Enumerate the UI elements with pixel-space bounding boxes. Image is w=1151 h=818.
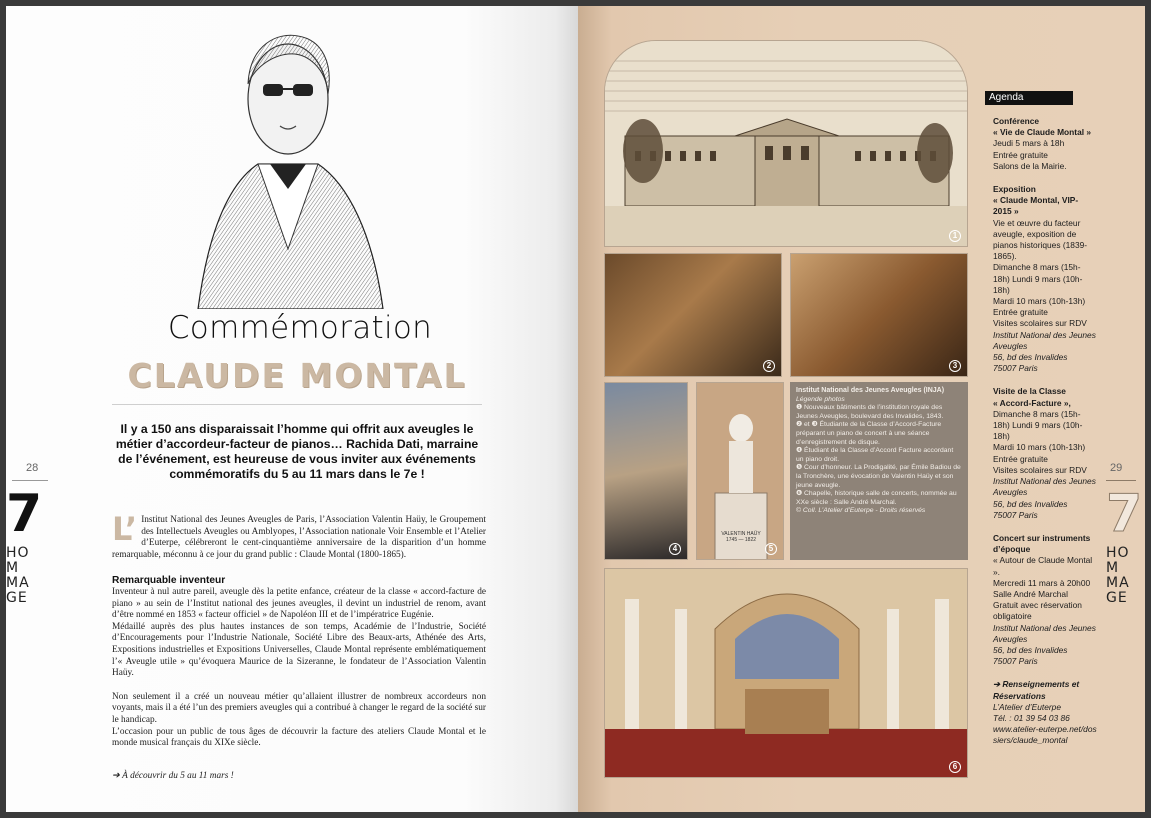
agenda-venue: 75007 Paris bbox=[993, 363, 1038, 374]
body-paragraph: Inventeur à nul autre pareil, aveugle dès la petite enfance, créateur de la classe « accord-facture de piano » au sein de l’Institut national des jeunes aveugles, il devint un industriel de renom, avant d’être nommé en 1853 « facteur officiel » de Napoléon III et de l’impératrice Eugénie. bbox=[112, 586, 486, 621]
agenda-list bbox=[993, 116, 1097, 747]
intro-paragraph: Institut National des Jeunes Aveugles de Paris, l’Association Valentin Haüy, le Groupement des Intellectuels Aveugles ou Amblyopes, l’Association nationale Voir Ensemble et l’Atelier d’Euterpe, célébreront le cent-cinquantième anniversaire de la disparition d’un homme remarquable, méconnu à ce jour du grand public : Claude Montal (1800-1865). bbox=[112, 515, 486, 560]
agenda-kind: Conférence bbox=[993, 116, 1040, 126]
agenda-venue: 56, bd des Invalides bbox=[993, 498, 1068, 509]
contact-head: ➔ Renseignements et Réservations bbox=[993, 679, 1080, 701]
agenda-kind: Visite de la Classe bbox=[993, 386, 1066, 397]
article-body bbox=[112, 510, 486, 750]
contact-org: L’Atelier d’Euterpe bbox=[993, 701, 1061, 712]
agenda-kind: Concert sur instruments d’époque bbox=[993, 532, 1091, 555]
agenda-venue: 75007 Paris bbox=[993, 509, 1038, 520]
caption-item: ❹ Étudiant de la Classe d’Accord Facture accordant un piano droit. bbox=[796, 447, 954, 463]
photo-number: 4 bbox=[669, 543, 681, 555]
subhead: Remarquable inventeur bbox=[112, 575, 226, 587]
page-number-right: 29 bbox=[1110, 462, 1123, 474]
article-lede: Il y a 150 ans disparaissait l’homme qui offrit aux aveugles le métier d’accordeur-facteur de pianos… Rachida Dati, marraine de l’événement, est heureuse de vous inviter aux événements commémoratifs du 5 au 11 mars dans le 7e ! bbox=[115, 422, 479, 481]
photo-number: 6 bbox=[949, 761, 961, 773]
agenda-event-title: « Vie de Claude Montal » bbox=[993, 127, 1092, 138]
agenda-line: Mardi 10 mars (10h-13h) bbox=[993, 442, 1086, 453]
page-number-left: 28 bbox=[26, 462, 39, 474]
agenda-event-title: « Claude Montal, VIP- 2015 » bbox=[993, 195, 1079, 217]
section-word-part: GE bbox=[1106, 590, 1128, 606]
agenda-venue: Institut National des Jeunes Aveugles bbox=[993, 476, 1096, 498]
photo-student-tuning bbox=[604, 382, 688, 560]
contact-phone: Tél. : 01 39 54 03 86 bbox=[993, 712, 1070, 723]
section-word-part: MA bbox=[6, 575, 30, 591]
discover-note: ➔ À découvrir du 5 au 11 mars ! bbox=[112, 771, 234, 781]
article-title: Commémoration bbox=[167, 310, 433, 346]
photo-number: 2 bbox=[763, 360, 775, 372]
photo-number: 1 bbox=[949, 230, 961, 242]
agenda-line: Mardi 10 mars (10h-13h) bbox=[993, 296, 1086, 307]
agenda-line: « Autour de Claude Montal ». bbox=[993, 555, 1093, 577]
section-rule bbox=[1106, 480, 1136, 481]
section-word-part: M bbox=[1106, 560, 1120, 576]
agenda-line: Salle André Marchal bbox=[993, 588, 1068, 599]
agenda-event-title: « Accord-Facture », bbox=[993, 397, 1071, 408]
agenda-line: Jeudi 5 mars à 18h bbox=[993, 138, 1065, 149]
agenda-line: Entrée gratuite bbox=[993, 453, 1048, 464]
agenda-line: Entrée gratuite bbox=[993, 149, 1048, 160]
photo-institute-engraving bbox=[604, 40, 968, 247]
section-number: 7 bbox=[6, 484, 43, 544]
section-word-part: MA bbox=[1106, 575, 1130, 591]
agenda-line: Entrée gratuite bbox=[993, 307, 1048, 318]
caption-item: ❷ et ❸ Étudiante de la Classe d’Accord-Facture préparant un piano de concert à une séance d’enregistrement de disque. bbox=[796, 421, 942, 446]
portrait-engraving bbox=[188, 14, 388, 309]
statue-plaque: VALENTIN HAÜY 1745 — 1822 bbox=[721, 531, 761, 543]
photo-number: 3 bbox=[949, 360, 961, 372]
body-paragraph: Médaillé auprès des plus hautes instances de son temps, Académie de l’Industrie, Société d’Encouragements pour l’Industrie Nationale, Société Libre des Beaux-arts, Athénée des Arts, Expositions industrielles et Expositions Universelles, Claude Montal représente emblématiquement l’« Aveugle utile » qu’évoquera Maurice de la Sizeranne, le fondateur de l’Association Valentin Haüy. bbox=[112, 621, 486, 679]
article-name-heading: CLAUDE MONTAL bbox=[127, 356, 467, 395]
section-word-part: HO bbox=[6, 545, 30, 561]
drop-cap: L’ bbox=[112, 510, 138, 548]
agenda-kind: Exposition bbox=[993, 184, 1036, 195]
section-word-part: HO bbox=[1106, 545, 1130, 561]
body-paragraph: L’occasion pour un public de tous âges de découvrir la facture des ateliers Claude Montal et le monde musical français du XIXe siècle. bbox=[112, 726, 486, 749]
section-rule bbox=[12, 480, 48, 481]
agenda-item bbox=[993, 184, 1097, 374]
agenda-item bbox=[993, 533, 1097, 667]
agenda-venue: 56, bd des Invalides bbox=[993, 644, 1068, 655]
section-tab-right bbox=[1106, 484, 1146, 606]
photo-statue bbox=[696, 382, 784, 560]
section-word bbox=[1106, 546, 1146, 606]
agenda-venue: Institut National des Jeunes Aveugles bbox=[993, 329, 1096, 351]
agenda-line: Visites scolaires sur RDV bbox=[993, 318, 1087, 329]
contact-url[interactable]: www.atelier-euterpe.net/dossiers/claude_montal bbox=[993, 724, 1097, 746]
agenda-venue: Institut National des Jeunes Aveugles bbox=[993, 622, 1096, 644]
caption-item: ❻ Chapelle, historique salle de concerts, nommée au XXe siècle : Salle André Marchal. bbox=[796, 490, 957, 506]
section-tab-left bbox=[6, 484, 46, 606]
agenda-venue: 56, bd des Invalides bbox=[993, 352, 1068, 363]
agenda-line: Vie et œuvre du facteur aveugle, exposition de pianos historiques (1839-1865). bbox=[993, 217, 1088, 262]
caption-item: ❺ Cour d’honneur. La Prodigalité, par Émile Badiou de la Tronchère, une évocation de Valentin Haüy et son jeune aveugle. bbox=[796, 464, 961, 489]
agenda-venue: 75007 Paris bbox=[993, 656, 1038, 667]
agenda-item bbox=[993, 116, 1097, 172]
photo-piano-strings bbox=[790, 253, 968, 377]
agenda-line: Salons de la Mairie. bbox=[993, 160, 1067, 171]
section-number: 7 bbox=[1106, 484, 1143, 544]
caption-subtitle: Légende photos bbox=[796, 395, 845, 403]
photo-number: 5 bbox=[765, 543, 777, 555]
section-word bbox=[6, 546, 46, 606]
agenda-line: Dimanche 8 mars (15h-18h) Lundi 9 mars (10h-18h) bbox=[993, 408, 1083, 442]
agenda-heading: Agenda bbox=[985, 91, 1073, 105]
agenda-line: Dimanche 8 mars (15h-18h) Lundi 9 mars (10h-18h) bbox=[993, 262, 1083, 295]
agenda-line: Visites scolaires sur RDV bbox=[993, 464, 1087, 475]
contact-block bbox=[993, 679, 1097, 746]
agenda-item bbox=[993, 386, 1097, 520]
caption-credit: © Coll. L’Atelier d’Euterpe - Droits réservés bbox=[796, 507, 926, 515]
body-paragraph: Non seulement il a créé un nouveau métier qu’allaient illustrer de nombreux accordeurs non voyants, mais il a été l’un des premiers aveugles qui a contribué à changer le regard de la société sur le handicap. bbox=[112, 691, 486, 725]
photo-caption-box bbox=[790, 382, 968, 560]
agenda-line: Mercredi 11 mars à 20h00 bbox=[993, 577, 1091, 588]
agenda-line: Gratuit avec réservation obligatoire bbox=[993, 600, 1082, 622]
caption-title: Institut National des Jeunes Aveugles (INJA) bbox=[796, 387, 945, 394]
section-word-part: GE bbox=[6, 590, 28, 606]
title-divider bbox=[112, 404, 482, 405]
section-word-part: M bbox=[6, 560, 20, 576]
photo-chapel-hall bbox=[604, 568, 968, 778]
caption-item: ❶ Nouveaux bâtiments de l’institution royale des Jeunes Aveugles, boulevard des Invalides, 1843. bbox=[796, 404, 944, 420]
photo-student-piano bbox=[604, 253, 782, 377]
